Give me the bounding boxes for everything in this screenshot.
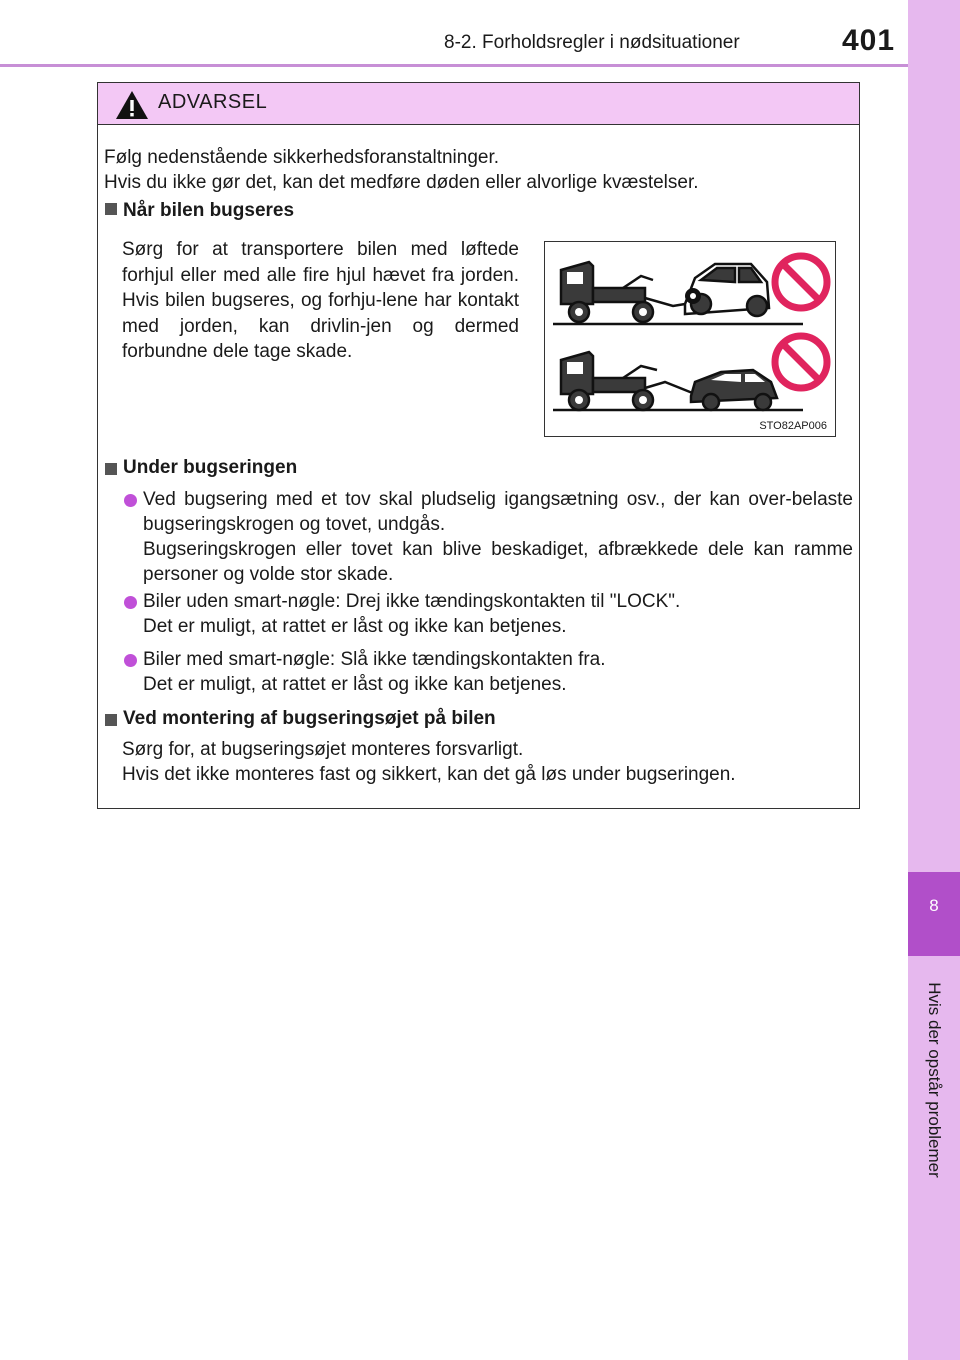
section-title: 8-2. Forholdsregler i nødsituationer	[444, 32, 740, 53]
tow-eye-text	[122, 737, 852, 787]
chapter-title: Hvis der opstår problemer	[925, 982, 944, 1178]
bullet-item	[143, 647, 853, 697]
section-heading-towing: Når bilen bugseres	[123, 200, 295, 221]
bullet-line: Ved bugsering med et tov skal pludselig igangsætning osv., der kan over-belaste bugseringskrogen og tovet, undgås.	[143, 489, 853, 535]
warning-header	[98, 83, 859, 125]
intro-line: Hvis du ikke gør det, kan det medføre døden eller alvorlige kvæstelser.	[104, 172, 699, 193]
warning-label: ADVARSEL	[158, 91, 268, 113]
bullet-dot	[124, 654, 137, 667]
bullet-dot	[124, 494, 137, 507]
towing-illustration	[544, 241, 836, 437]
intro-line: Følg nedenstående sikkerhedsforanstaltninger.	[104, 147, 500, 168]
page-number: 401	[842, 24, 896, 57]
tow-truck-illustration	[545, 242, 834, 435]
tow-eye-line: Sørg for, at bugseringsøjet monteres forsvarligt.	[122, 739, 524, 760]
tow-eye-line: Hvis det ikke monteres fast og sikkert, kan det gå løs under bugseringen.	[122, 764, 736, 785]
header-rule	[0, 64, 908, 67]
bullet-line: Det er muligt, at rattet er låst og ikke kan betjenes.	[143, 674, 567, 695]
warning-box	[97, 82, 860, 809]
warning-intro	[104, 145, 844, 195]
bullet-line: Bugseringskrogen eller tovet kan blive beskadiget, afbrækkede dele kan ramme personer og volde stor skade.	[143, 539, 853, 585]
bullet-item	[143, 487, 853, 587]
section-heading-tow-eye: Ved montering af bugseringsøjet på bilen	[123, 708, 496, 729]
bullet-dot	[124, 596, 137, 609]
figure-code: STO82AP006	[759, 420, 827, 432]
warning-triangle-icon	[114, 89, 150, 121]
bullet-item	[143, 589, 853, 639]
section-marker	[105, 714, 117, 726]
section-marker	[105, 463, 117, 475]
chapter-number: 8	[929, 896, 939, 915]
bullet-line: Biler uden smart-nøgle: Drej ikke tændingskontakten til "LOCK".	[143, 591, 681, 612]
towing-text: Sørg for at transportere bilen med løftede forhjul eller med alle fire hjul hævet fra jorden. Hvis bilen bugseres, og forhju-lene har kontakt med jorden, kan drivlin-jen og dermed forbundne dele tage skade.	[122, 239, 519, 362]
bullet-line: Det er muligt, at rattet er låst og ikke kan betjenes.	[143, 616, 567, 637]
section-marker	[105, 203, 117, 215]
bullet-line: Biler med smart-nøgle: Slå ikke tændingskontakten fra.	[143, 649, 606, 670]
section-heading-during-towing: Under bugseringen	[123, 457, 298, 478]
